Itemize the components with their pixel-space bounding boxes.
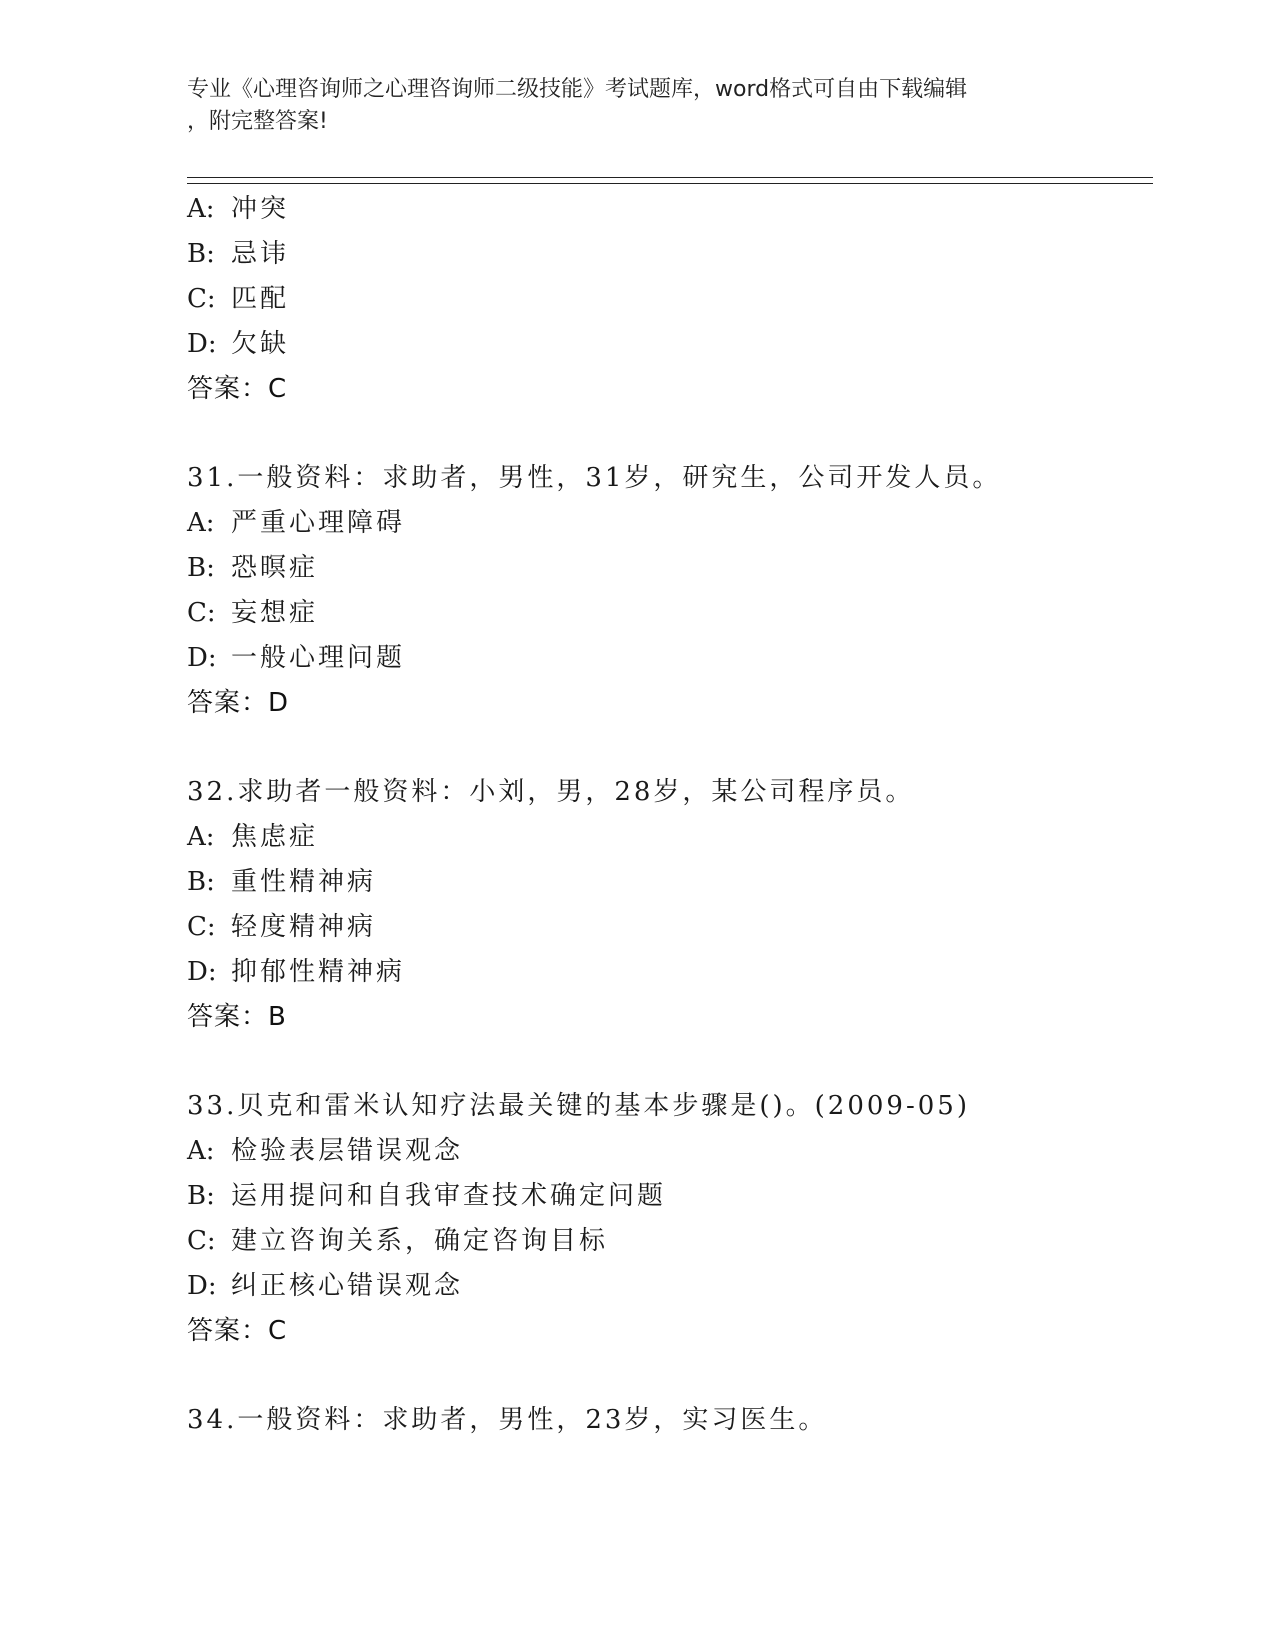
option-label: D: bbox=[187, 1271, 217, 1301]
option-d bbox=[187, 955, 405, 989]
option-text: 抑郁性精神病 bbox=[231, 957, 406, 987]
option-label: D: bbox=[187, 329, 217, 359]
option-label: A: bbox=[187, 822, 215, 852]
option-text: 妄想症 bbox=[231, 598, 319, 628]
option-text: 轻度精神病 bbox=[231, 912, 377, 942]
option-label: A: bbox=[187, 1136, 215, 1166]
option-label: C: bbox=[187, 912, 216, 942]
answer-line: 答案：C bbox=[187, 374, 288, 404]
option-text: 焦虑症 bbox=[231, 822, 319, 852]
option-a bbox=[187, 1134, 463, 1168]
option-label: B: bbox=[187, 553, 215, 583]
option-label: D: bbox=[187, 643, 217, 673]
question-31: 31.一般资料：求助者，男性，31岁，研究生，公司开发人员。 bbox=[187, 463, 1002, 493]
option-label: C: bbox=[187, 284, 216, 314]
option-text: 建立咨询关系，确定咨询目标 bbox=[231, 1226, 609, 1256]
option-label: B: bbox=[187, 239, 215, 269]
option-label: B: bbox=[187, 867, 215, 897]
option-text: 匹配 bbox=[231, 284, 290, 314]
option-text: 重性精神病 bbox=[231, 867, 377, 897]
header-divider-bottom bbox=[187, 183, 1153, 184]
option-d bbox=[187, 1269, 463, 1303]
question-34: 34.一般资料：求助者，男性，23岁，实习医生。 bbox=[187, 1405, 828, 1435]
option-text: 恐暝症 bbox=[231, 553, 319, 583]
header-line-1: 专业《心理咨询师之心理咨询师二级技能》考试题库，word格式可自由下载编辑 bbox=[187, 77, 968, 102]
option-text: 冲突 bbox=[231, 194, 290, 224]
option-label: D: bbox=[187, 957, 217, 987]
option-c bbox=[187, 1224, 608, 1258]
option-label: C: bbox=[187, 1226, 216, 1256]
option-b bbox=[187, 551, 318, 585]
option-text: 运用提问和自我审查技术确定问题 bbox=[231, 1181, 667, 1211]
option-label: C: bbox=[187, 598, 216, 628]
option-label: B: bbox=[187, 1181, 215, 1211]
option-text: 一般心理问题 bbox=[231, 643, 406, 673]
option-c bbox=[187, 282, 289, 316]
answer-line: 答案：C bbox=[187, 1316, 288, 1346]
option-text: 严重心理障碍 bbox=[231, 508, 406, 538]
option-b bbox=[187, 237, 289, 271]
option-a bbox=[187, 192, 289, 226]
option-a bbox=[187, 820, 318, 854]
option-label: A: bbox=[187, 508, 215, 538]
header-divider-top bbox=[187, 177, 1153, 178]
option-c bbox=[187, 910, 376, 944]
option-label: A: bbox=[187, 194, 215, 224]
option-b bbox=[187, 865, 376, 899]
answer-line: 答案：B bbox=[187, 1002, 287, 1032]
document-header bbox=[187, 74, 1087, 138]
question-33: 33.贝克和雷米认知疗法最关键的基本步骤是()。(2009-05) bbox=[187, 1091, 970, 1121]
option-c bbox=[187, 596, 318, 630]
header-line-2: ，附完整答案! bbox=[187, 109, 328, 134]
option-d bbox=[187, 641, 405, 675]
option-b bbox=[187, 1179, 666, 1213]
answer-line: 答案：D bbox=[187, 688, 290, 718]
question-32: 32.求助者一般资料：小刘，男，28岁，某公司程序员。 bbox=[187, 777, 915, 807]
option-a bbox=[187, 506, 405, 540]
option-text: 忌讳 bbox=[231, 239, 290, 269]
option-text: 纠正核心错误观念 bbox=[231, 1271, 464, 1301]
option-d bbox=[187, 327, 289, 361]
option-text: 检验表层错误观念 bbox=[231, 1136, 464, 1166]
option-text: 欠缺 bbox=[231, 329, 290, 359]
